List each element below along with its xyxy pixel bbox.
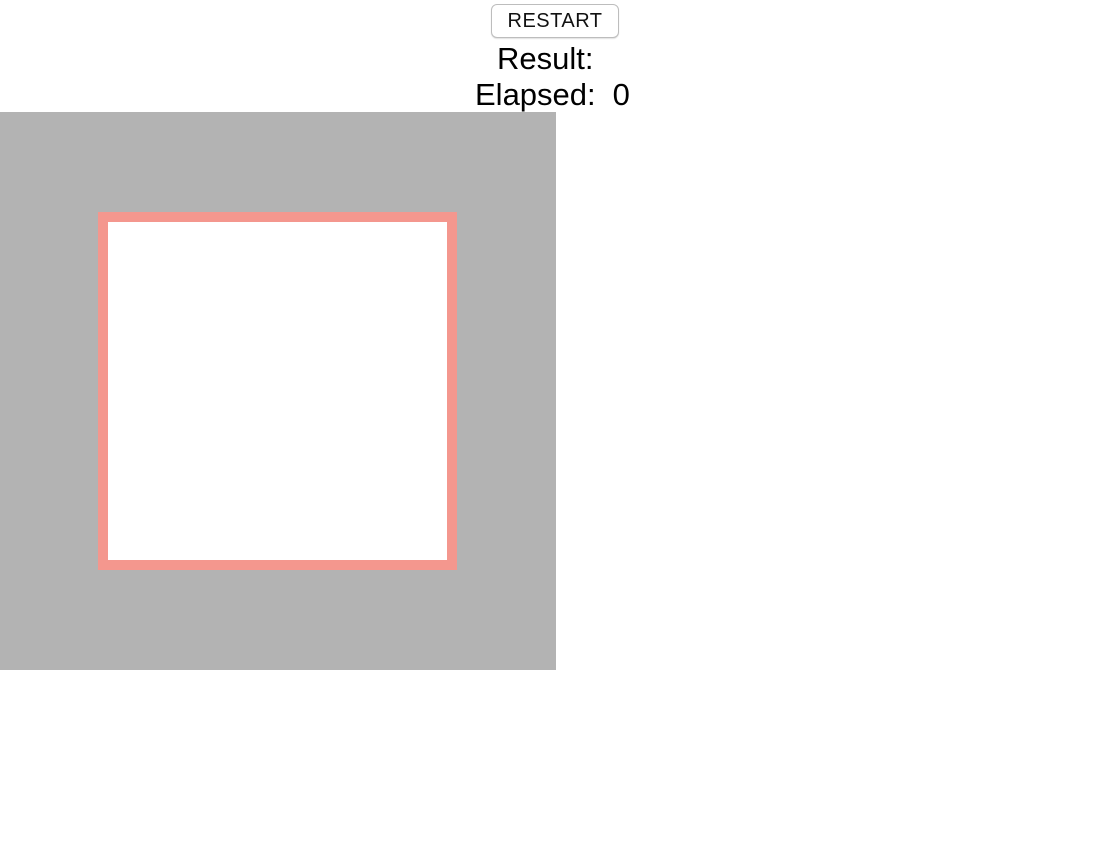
game-area[interactable]	[0, 112, 556, 670]
elapsed-line	[475, 77, 630, 113]
elapsed-value: 0	[612, 77, 630, 112]
elapsed-label: Elapsed:	[475, 77, 596, 112]
result-line	[497, 41, 593, 77]
target-box[interactable]	[98, 212, 457, 570]
result-label: Result:	[497, 41, 594, 76]
restart-button[interactable]: RESTART	[491, 4, 619, 38]
